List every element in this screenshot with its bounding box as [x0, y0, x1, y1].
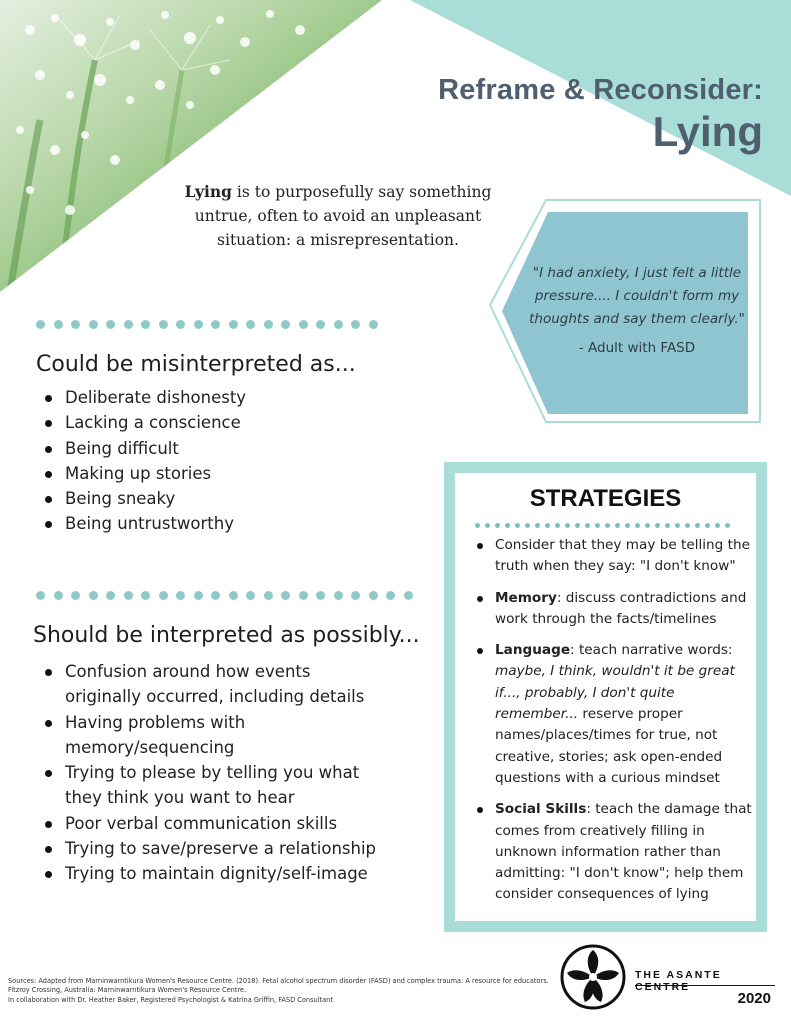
divider-dot	[495, 523, 500, 528]
divider-dot	[725, 523, 730, 528]
divider-dot	[595, 523, 600, 528]
quote-attribution: - Adult with FASD	[578, 340, 696, 356]
divider-dot	[246, 591, 255, 600]
divider-dot	[36, 591, 45, 600]
divider-dot	[106, 320, 115, 329]
divider-dot	[635, 523, 640, 528]
strategy-label: Memory	[495, 589, 557, 606]
divider-dot	[475, 523, 480, 528]
list-item: Trying to please by telling you what they think you want to hear	[36, 760, 386, 811]
divider-dot	[54, 320, 63, 329]
definition-body: is to purposefully say something untrue, often to avoid an unpleasant situation: a misrepresentation.	[194, 183, 492, 249]
organization-rule	[635, 985, 775, 986]
divider-dot	[194, 591, 203, 600]
divider-dot	[316, 591, 325, 600]
divider-dot	[124, 591, 133, 600]
strategies-dotted-divider	[475, 523, 730, 533]
divider-dot	[124, 320, 133, 329]
divider-dot	[675, 523, 680, 528]
dotted-divider-1	[36, 320, 378, 330]
divider-dot	[36, 320, 45, 329]
asante-centre-logo-icon	[556, 944, 630, 1010]
divider-dot	[351, 591, 360, 600]
divider-dot	[715, 523, 720, 528]
list-item: Being sneaky	[36, 486, 416, 511]
strategy-item-social-skills: Social Skills: teach the damage that comes from creatively filling in unknown information rather than admitting: "I don't know"; help them consider consequences of lying	[471, 799, 761, 905]
divider-dot	[515, 523, 520, 528]
divider-dot	[565, 523, 570, 528]
divider-dot	[665, 523, 670, 528]
interpreted-list	[36, 659, 386, 887]
narrative-words: maybe, I think, wouldn't it be great if..., probably, I don't quite remember...	[495, 663, 735, 723]
divider-dot	[264, 320, 273, 329]
strategies-box	[444, 462, 767, 932]
divider-dot	[575, 523, 580, 528]
strategy-item-memory: Memory: discuss contradictions and work through the facts/timelines	[471, 588, 761, 631]
divider-dot	[334, 320, 343, 329]
divider-dot	[685, 523, 690, 528]
list-item: Confusion around how events originally occurred, including details	[36, 659, 386, 710]
strategy-label: Language	[495, 642, 571, 659]
list-item: Being untrustworthy	[36, 511, 416, 536]
divider-dot	[71, 320, 80, 329]
divider-dot	[281, 591, 290, 600]
divider-dot	[316, 320, 325, 329]
divider-dot	[369, 320, 378, 329]
divider-dot	[159, 320, 168, 329]
organization-name: THE ASANTE CENTRE	[635, 969, 722, 993]
dotted-divider-2	[36, 591, 413, 601]
strategies-list	[471, 535, 761, 916]
divider-dot	[229, 320, 238, 329]
divider-dot	[625, 523, 630, 528]
divider-dot	[369, 591, 378, 600]
divider-dot	[386, 591, 395, 600]
definition-text	[178, 180, 498, 252]
divider-dot	[334, 591, 343, 600]
list-item: Lacking a conscience	[36, 410, 416, 435]
divider-dot	[615, 523, 620, 528]
list-item: Poor verbal communication skills	[36, 811, 386, 836]
list-item: Trying to save/preserve a relationship	[36, 836, 386, 861]
divider-dot	[535, 523, 540, 528]
divider-dot	[585, 523, 590, 528]
page-title-line1: Reframe & Reconsider:	[438, 74, 763, 106]
interpreted-heading: Should be interpreted as possibly...	[33, 623, 420, 648]
divider-dot	[176, 320, 185, 329]
divider-dot	[89, 591, 98, 600]
divider-dot	[176, 591, 185, 600]
divider-dot	[71, 591, 80, 600]
divider-dot	[299, 320, 308, 329]
divider-dot	[605, 523, 610, 528]
sources-citation: Sources: Adapted from Marninwarntikura Women's Resource Centre. (2018). Fetal alcohol spectrum disorder (FASD) and complex trauma: A resource for educators. Fitzroy Crossing, Australia: Marninwarntikura Women's Resource Centre. In collaboration with Dr. Heather Baker, Registered Psychologist & Katrina Griffin, FASD Consultant	[8, 977, 549, 1004]
divider-dot	[264, 591, 273, 600]
list-item: Being difficult	[36, 436, 416, 461]
divider-dot	[525, 523, 530, 528]
divider-dot	[141, 591, 150, 600]
divider-dot	[211, 320, 220, 329]
page-title-line2: Lying	[652, 108, 763, 155]
divider-dot	[141, 320, 150, 329]
strategy-label: Social Skills	[495, 801, 587, 818]
list-item: Having problems with memory/sequencing	[36, 710, 386, 761]
divider-dot	[555, 523, 560, 528]
divider-dot	[695, 523, 700, 528]
strategy-item: Consider that they may be telling the truth when they say: "I don't know"	[471, 535, 761, 578]
divider-dot	[545, 523, 550, 528]
list-item: Deliberate dishonesty	[36, 385, 416, 410]
list-item: Making up stories	[36, 461, 416, 486]
divider-dot	[645, 523, 650, 528]
divider-dot	[246, 320, 255, 329]
divider-dot	[404, 591, 413, 600]
misinterpreted-list	[36, 385, 416, 537]
divider-dot	[299, 591, 308, 600]
divider-dot	[106, 591, 115, 600]
publication-year: 2020	[737, 990, 771, 1007]
quote-text: "I had anxiety, I just felt a little pressure.... I couldn't form my thoughts and say them clearly."	[529, 265, 745, 327]
divider-dot	[229, 591, 238, 600]
strategies-title: STRATEGIES	[529, 485, 682, 512]
divider-dot	[159, 591, 168, 600]
definition-term: Lying	[184, 182, 232, 201]
divider-dot	[351, 320, 360, 329]
divider-dot	[89, 320, 98, 329]
divider-dot	[281, 320, 290, 329]
misinterpreted-heading: Could be misinterpreted as...	[36, 352, 356, 377]
divider-dot	[211, 591, 220, 600]
strategy-item-language: Language: teach narrative words: maybe, I think, wouldn't it be great if..., probably, I don't quite remember... reserve proper names/places/times for true, not creative, stories; ask open-ended questions with a curious mindset	[471, 640, 761, 789]
divider-dot	[485, 523, 490, 528]
divider-dot	[54, 591, 63, 600]
divider-dot	[194, 320, 203, 329]
list-item: Trying to maintain dignity/self-image	[36, 861, 386, 886]
divider-dot	[705, 523, 710, 528]
divider-dot	[505, 523, 510, 528]
divider-dot	[655, 523, 660, 528]
